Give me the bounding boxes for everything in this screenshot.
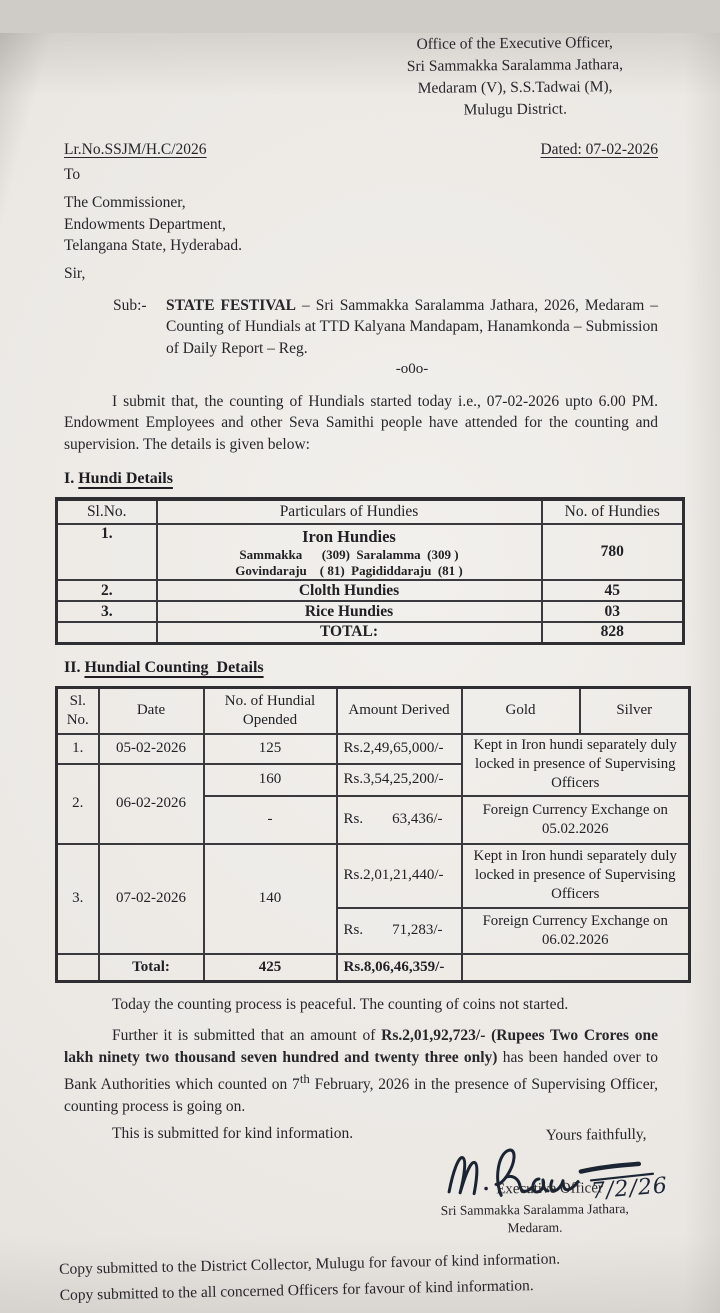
section1-number: I. (64, 470, 75, 487)
iron-hundies-detail: Sammakka (309) Saralamma (309 ) (239, 547, 459, 562)
copy-line: Copy submitted to the all concerned Officers for favour of kind information. (59, 1276, 534, 1304)
further-mid: has been handed over to Bank Authorities which counted on 7 (64, 1048, 658, 1094)
closing-line: Yours faithfully, (545, 1125, 647, 1145)
letterhead-line: Mulugu District. (463, 100, 568, 119)
rupee-label: Rs. (343, 922, 364, 938)
further-post: February, 2026 in the presence of Supervising Officer, counting process is going on. (64, 1076, 658, 1115)
c-row2-amount-a: Rs.3,54,25,200/- (337, 764, 462, 796)
recipient-address (64, 192, 720, 257)
address-line: The Commissioner, (64, 194, 186, 211)
c-row2-slno: 2. (57, 764, 99, 844)
table-row (57, 601, 684, 622)
signatory-place: Medaram. (507, 1219, 563, 1236)
hundi-details-table (55, 497, 685, 645)
remark-fx-1: Foreign Currency Exchange on 05.02.2026 (462, 796, 690, 844)
reference-row (64, 141, 658, 159)
subject-block (113, 295, 658, 381)
subject-rest: – Sri Sammakka Saralamma Jathara, 2026, Medaram – Counting of Hundials at TTD Kalyana Mandapam, Hanamkonda – Submission of Daily Report – Reg. (166, 296, 658, 357)
signature-date: 7/2/26 (590, 1173, 669, 1205)
table1-header-particulars: Particulars of Hundies (157, 499, 542, 524)
section2-heading (64, 659, 720, 677)
to-label: To (64, 166, 81, 183)
table2-header-slno: Sl. No. (57, 687, 99, 734)
letterhead (350, 32, 681, 123)
table-row (57, 580, 684, 601)
iron-hundies-title: Iron Hundies (302, 527, 396, 546)
counting-total-opened: 425 (204, 954, 337, 982)
subject-label: Sub:- (113, 296, 147, 314)
c-row1-slno: 1. (57, 734, 99, 764)
table1-header-count: No. of Hundies (542, 499, 684, 524)
section1-title: Hundi Details (78, 470, 173, 487)
c-row3-date: 07-02-2026 (99, 844, 204, 954)
table1-header-row (57, 499, 684, 524)
table-row (57, 844, 690, 908)
further-amount-bold: Rs.2,01,92,723/- (Rupees Two Crores one lakh ninety two thousand seven hundred and twenty three only) (64, 1027, 658, 1066)
c-row3-amount-a: Rs.2,01,21,440/- (337, 844, 462, 908)
c-row1-amount: Rs.2,49,65,000/- (337, 734, 462, 764)
kind-info-line: This is submitted for kind information. (112, 1125, 354, 1143)
remark-kept-2: Kept in Iron hundi separately duly locked in presence of Supervising Officers (462, 844, 690, 908)
amount-value: 63,436/- (392, 811, 443, 827)
letterhead-line: Office of the Executive Officer, (416, 34, 613, 53)
counting-total-label: Total: (99, 954, 204, 982)
letterhead-line: Medaram (V), S.S.Tadwai (M), (417, 78, 613, 97)
counting-total-amount: Rs.8,06,46,359/- (337, 954, 462, 982)
total-empty-cell (57, 622, 157, 643)
table1-total-row (57, 622, 684, 643)
c-row2-opened-b: - (204, 796, 337, 844)
table2-header-row (57, 687, 690, 734)
signature-block (376, 1126, 692, 1239)
subject-body (166, 295, 658, 381)
table2-header-opened: No. of Hundial Opended (204, 687, 337, 734)
rupee-label: Rs. (343, 811, 364, 827)
reference-number: Lr.No.SSJM/H.C/2026 (64, 141, 207, 158)
table2-header-amount: Amount Derived (337, 687, 462, 734)
row1-particulars (157, 524, 542, 580)
amount-value: 71,283/- (392, 922, 443, 938)
scanned-letter (0, 33, 720, 1313)
c-row2-opened-a: 160 (204, 764, 337, 796)
remark-kept-1: Kept in Iron hundi separately duly locked in presence of Supervising Officers (462, 734, 690, 796)
table-row (57, 734, 690, 764)
signatory-designation: Executive Officer (496, 1180, 604, 1198)
letter-date: Dated: 07-02-2026 (540, 141, 658, 158)
c-row3-slno: 3. (57, 844, 99, 954)
address-line: Telangana State, Hyderabad. (64, 237, 242, 254)
row2-particulars: Clolth Hundies (157, 580, 542, 601)
c-row3-amount-b (337, 908, 462, 954)
section2-number: II. (64, 658, 81, 676)
c-row1-opened: 125 (204, 734, 337, 764)
row3-particulars: Rice Hundies (157, 601, 542, 622)
subject-separator: -o0o- (395, 361, 429, 377)
table2-total-row (57, 954, 690, 982)
total-label: TOTAL: (157, 622, 542, 643)
table2-header-date: Date (99, 687, 204, 734)
copy-line: Copy submitted to the District Collector, Mulugu for favour of kind information. (59, 1250, 561, 1279)
table1-header-slno: Sl.No. (57, 499, 157, 524)
c-row3-opened: 140 (204, 844, 337, 954)
salutation: Sir, (64, 264, 86, 282)
further-pre: Further it is submitted that an amount of (112, 1027, 382, 1044)
table2-header-gold: Gold (462, 687, 580, 734)
row3-count: 03 (542, 601, 684, 622)
row1-slno: 1. (57, 524, 157, 580)
letterhead-line: Sri Sammakka Saralamma Jathara, (406, 56, 624, 75)
iron-hundies-detail: Govindaraju ( 81) Pagididdaraju (81 ) (235, 563, 463, 578)
c-row1-date: 05-02-2026 (99, 734, 204, 764)
counting-details-table (55, 686, 691, 983)
table2-header-silver: Silver (580, 687, 690, 734)
signatory-org (377, 1200, 692, 1239)
c-row2-amount-b (337, 796, 462, 844)
row3-slno: 3. (57, 601, 157, 622)
row2-count: 45 (542, 580, 684, 601)
row1-count: 780 (542, 524, 684, 580)
section2-title: Hundial Counting Details (84, 658, 264, 676)
address-line: Endowments Department, (64, 215, 226, 233)
row2-slno: 2. (57, 580, 157, 601)
further-paragraph (64, 1025, 658, 1117)
intro-paragraph: I submit that, the counting of Hundials started today i.e., 07-02-2026 upto 6.00 PM. Endowment Employees and other Seva Samithi people have attended for the counting and supervision. The details is given below: (64, 392, 658, 453)
peaceful-paragraph: Today the counting process is peaceful. The counting of coins not started. (112, 995, 569, 1013)
copy-distribution (59, 1243, 720, 1308)
remark-fx-2: Foreign Currency Exchange on 06.02.2026 (462, 908, 690, 954)
c-row2-date: 06-02-2026 (99, 764, 204, 844)
total-empty-cell (57, 954, 99, 982)
total-empty-cell (462, 954, 690, 982)
subject-text (166, 295, 658, 360)
signatory-org-line: Sri Sammakka Saralamma Jathara, (440, 1201, 629, 1219)
further-sup: th (299, 1071, 310, 1086)
total-value: 828 (542, 622, 684, 643)
subject-title: STATE FESTIVAL (166, 296, 297, 314)
section1-heading (64, 470, 720, 488)
table-row (57, 524, 684, 580)
